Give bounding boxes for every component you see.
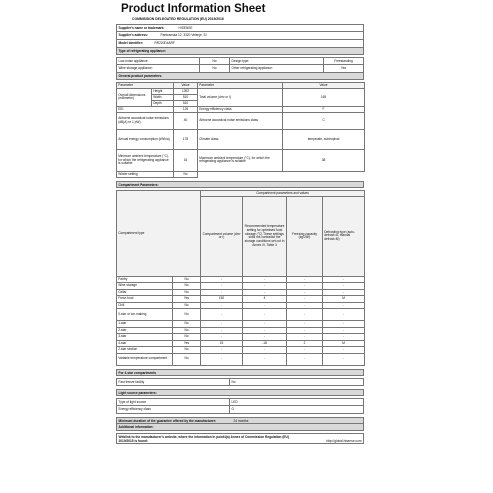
model-identifier-row [116,40,364,48]
compartment-type-cell: Fresh food [117,296,173,303]
compartment-value-cell: - [323,276,365,283]
compartment-type-cell: Cellar [117,289,173,296]
compartment-value-cell: - [287,353,323,365]
compartment-type-cell: 2-star [117,327,173,334]
compartment-value-cell: - [323,289,365,296]
compartment-value-cell: M [323,340,365,347]
model-identifier-value: RR220D4ARF [154,41,175,45]
compartment-value-cell: - [287,283,323,290]
compartment-type-cell: Pantry [117,276,173,283]
supplier-address-label: Supplier's address: [118,33,148,37]
regulation-subtitle: COMMISSION DELEGATED REGULATION (EU) 2019/2016 [132,17,224,21]
compartment-value-cell: - [243,347,287,354]
compartment-value-cell: - [201,309,243,321]
compartment-value-cell: - [287,309,323,321]
compartment-value-cell: -18 [243,340,287,347]
compartment-value-cell: No [173,353,201,365]
compartment-type-cell: 1-star [117,321,173,328]
compartment-value-cell: - [201,276,243,283]
compartment-value-cell: - [243,334,287,341]
compartment-value-cell: - [243,289,287,296]
supplier-name-row [116,24,364,32]
compartment-value-cell: No [173,321,201,328]
compartment-table: Compartment type Compartment parameters and values Compartment volume (dm³ or l) Recommended temperature setting for optimised food storage (°C) These settings shall not contradict the storage conditions set out in Annex IV, Table 3 Freezing capacity (kg/24h) Defrosting type (auto-defrost=A, manual defrost=M) Pantry No - - - - Wine storage No - - - - Cellar No - - - - Fresh food Yes 150 4 - M Chill No - - - - 0-star or ice-making No - - - - 1-star No - - - - 2-star No - - - - 3-star No - - - - 4-star Yes 15 -18 2 M 2-star section No - - - - Variable temperature compartment No - - - - [116,190,365,366]
information-sheet [116,0,364,493]
supplier-address-row [116,32,364,40]
compartment-type-cell: Variable temperature compartment [117,353,173,365]
compartment-value-cell: - [201,347,243,354]
compartment-value-cell: - [243,283,287,290]
compartment-value-cell: - [201,289,243,296]
compartment-value-cell: - [287,276,323,283]
compartment-value-cell: Yes [173,296,201,303]
compartment-type-cell: 2-star section [117,347,173,354]
supplier-name-label: Supplier's name or trademark: [118,26,165,30]
compartment-value-cell: 15 [201,340,243,347]
compartment-value-cell: No [173,302,201,309]
compartment-type-cell: Chill [117,302,173,309]
compartment-value-cell: No [173,276,201,283]
additional-info-row: Weblink to the manufacturer's website, where the information in point4(a) Annex of Commission Regulation (EU) 2019/2015 is found: http://global.hisense.com [116,433,364,444]
light-type-row: Type of light source LED [116,398,364,406]
table-row [117,309,365,321]
compartment-value-cell: No [173,283,201,290]
compartment-value-cell: - [243,327,287,334]
compartment-value-cell: Yes [173,340,201,347]
guarantee-row: Minimum duration of the guarantee offered by the manufacturer: 24 months [116,417,364,424]
compartment-value-cell: - [287,296,323,303]
compartment-value-cell: M [323,296,365,303]
additional-info-heading: Additional information: [116,424,364,431]
compartment-value-cell: 2 [287,340,323,347]
compartment-value-cell: - [323,353,365,365]
compartment-value-cell: No [173,327,201,334]
general-parameters-table: Parameter Value Parameter Value Overall dimensions (millimetre) Height 1392 Total volume (dm³ or l) 165 Width 510 Depth 510 EEI 125 Energy efficiency class F Airborne acoustical noise emissions (dB(A) re 1 pW) 40 Airborne acoustical noise emissions class C Annual energy consumption (kWh/a) 178 Climate class: temperate, subtropical Minimum ambient temperature (°C), for which the refrigerating appliance is suitable 16 Maximum ambient temperature (°C), for which the refrigerating appliance is suitable 38 Winter setting No [116,82,365,178]
compartment-value-cell: 150 [201,296,243,303]
model-identifier-label: Model identifier: [118,41,144,45]
compartment-value-cell: - [243,302,287,309]
appliance-type-heading: Type of refrigerating appliance: [116,48,364,55]
compartment-value-cell: - [287,347,323,354]
compartment-value-cell: - [201,334,243,341]
manufacturer-weblink[interactable]: http://global.hisense.com [326,438,362,443]
light-source-heading: Light source parameters: [116,389,364,396]
compartment-value-cell: - [287,327,323,334]
compartment-value-cell: - [323,321,365,328]
compartment-value-cell: - [323,283,365,290]
compartment-value-cell: - [243,309,287,321]
compartment-value-cell: - [323,309,365,321]
four-star-heading: For 4-star compartments [116,369,364,376]
compartment-value-cell: - [323,302,365,309]
compartment-value-cell: - [243,353,287,365]
fast-freeze-row: Fast freeze facility No [116,378,364,386]
compartment-type-cell: 3-star [117,334,173,341]
compartment-rows [117,276,365,365]
compartment-value-cell: - [323,334,365,341]
compartment-value-cell: - [201,321,243,328]
compartment-value-cell: - [201,283,243,290]
general-parameters-heading: General product parameters: [116,73,364,80]
compartment-type-cell: 0-star or ice-making [117,309,173,321]
page-title: Product Information Sheet [121,3,266,15]
light-class-row: Energy efficiency class G [116,406,364,414]
compartment-value-cell: No [173,347,201,354]
compartment-value-cell: - [287,334,323,341]
compartment-value-cell: - [201,327,243,334]
compartment-type-cell: 4-star [117,340,173,347]
supplier-address-value: Partizanska 12, 3320 Velenje, SI [160,33,207,37]
compartment-value-cell: No [173,334,201,341]
compartment-value-cell: - [323,327,365,334]
compartment-value-cell: - [243,321,287,328]
compartment-value-cell: No [173,309,201,321]
table-row [117,353,365,365]
compartment-parameters-heading: Compartment Parameters: [116,181,364,188]
compartment-value-cell: - [201,353,243,365]
compartment-value-cell: - [287,321,323,328]
compartment-value-cell: - [287,289,323,296]
compartment-value-cell: - [287,302,323,309]
compartment-value-cell: 4 [243,296,287,303]
supplier-name-value: HISENSE [178,26,193,30]
compartment-value-cell: No [173,289,201,296]
compartment-type-cell: Wine storage [117,283,173,290]
compartment-value-cell: - [323,347,365,354]
appliance-type-row: Low-noise appliance: No Design type: Freestanding [116,57,364,65]
compartment-value-cell: - [243,276,287,283]
compartment-value-cell: - [201,302,243,309]
appliance-type-row: Wine storage appliance: No Other refrigerating appliance: Yes [116,65,364,73]
